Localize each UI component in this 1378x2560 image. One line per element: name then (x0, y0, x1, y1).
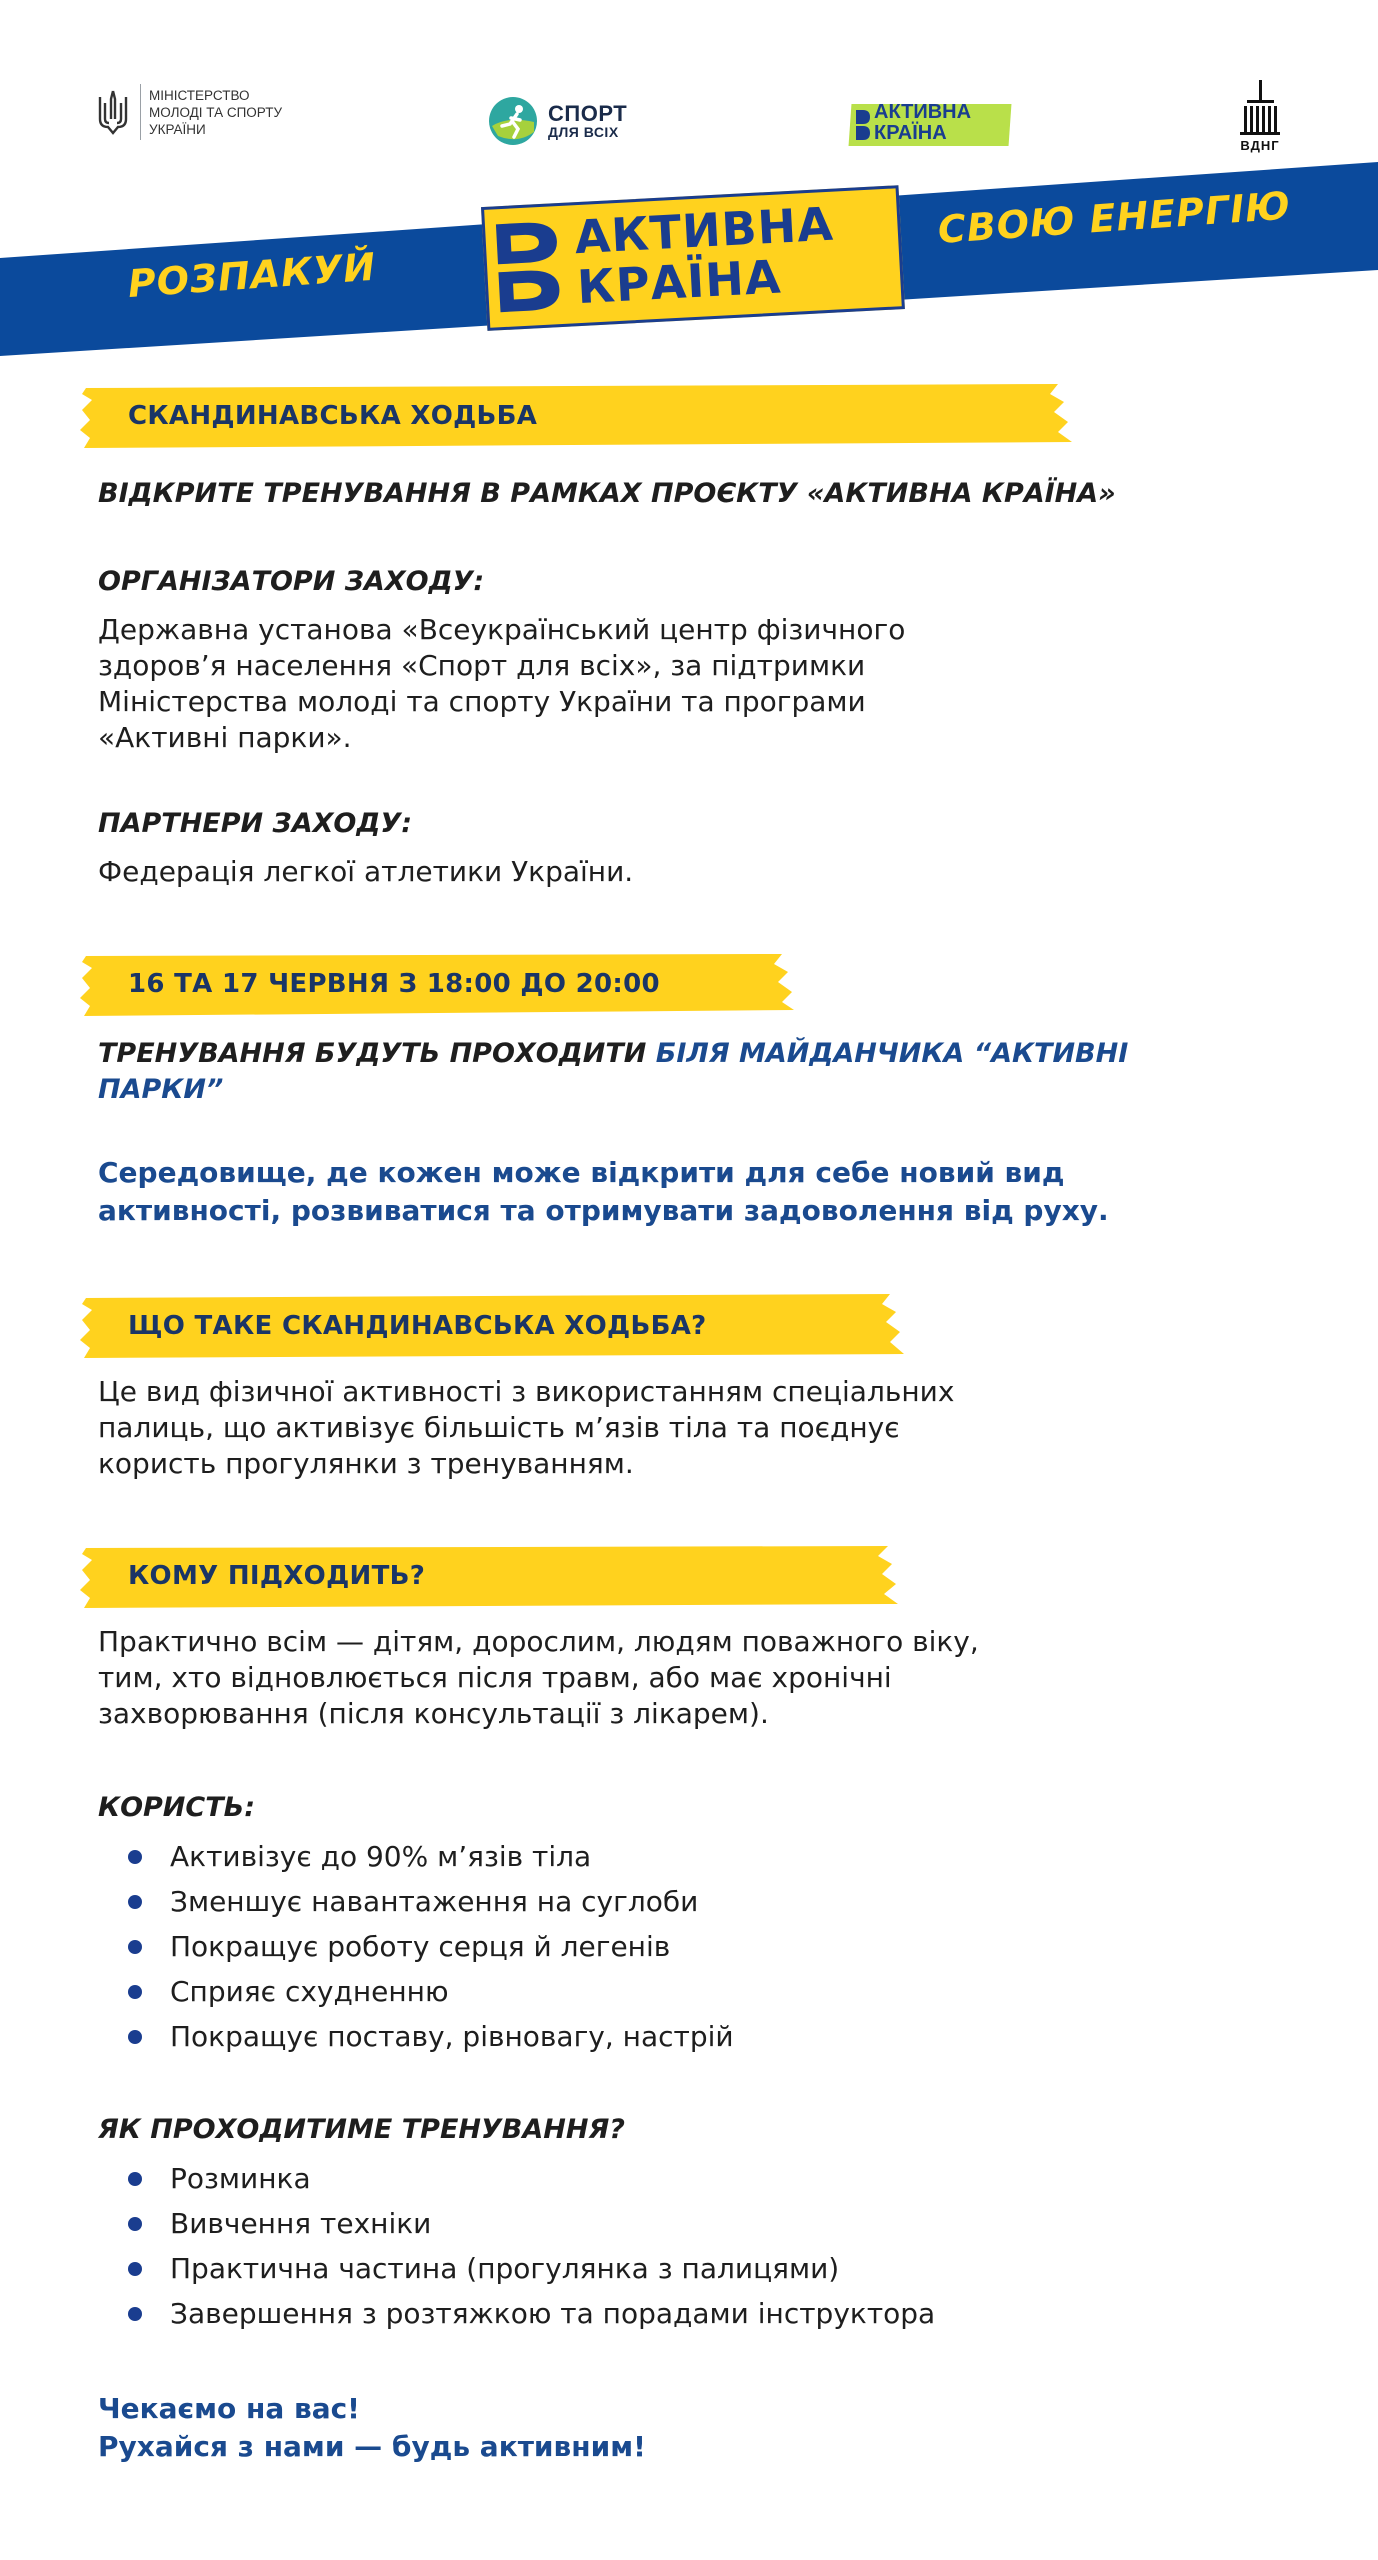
location-prefix: ТРЕНУВАННЯ БУДУТЬ ПРОХОДИТИ (98, 1038, 647, 1069)
bullet-icon (128, 2030, 142, 2044)
runner-circle-icon (488, 96, 538, 146)
list-item (128, 2014, 1278, 2059)
location-text (98, 1036, 1278, 1108)
bullet-icon (128, 2307, 142, 2321)
location-highlight: БІЛЯ МАЙДАНЧИКА “АКТИВНІ (655, 1038, 1129, 1069)
ministry-line-3: УКРАЇНИ (149, 121, 206, 137)
aktyvna-small-line-1: АКТИВНА (874, 101, 972, 123)
list-item-text: Сприяє схудненню (170, 1975, 449, 2008)
process-heading: ЯК ПРОХОДИТИМЕ ТРЕНУВАННЯ? (98, 2114, 625, 2145)
what-is-line: палиць, що активізує більшість м’язів тіла та поєднує (98, 1411, 900, 1444)
bullet-icon (128, 1895, 142, 1909)
organizers-text (98, 612, 1278, 756)
list-item-text: Покращує роботу серця й легенів (170, 1930, 671, 1963)
list-item (128, 1834, 1278, 1879)
tagline (98, 1154, 1298, 1230)
list-item (128, 2156, 1278, 2201)
who-line: тим, хто відновлюється після травм, або має хронічні (98, 1661, 892, 1694)
list-item (128, 2246, 1278, 2291)
ministry-logo (96, 84, 282, 140)
bullet-icon (128, 2217, 142, 2231)
ministry-line-1: МІНІСТЕРСТВО (149, 87, 250, 103)
list-item (128, 1969, 1278, 2014)
bullet-icon (128, 2262, 142, 2276)
who-line: Практично всім — дітям, дорослим, людям поважного віку, (98, 1625, 979, 1658)
list-item (128, 2291, 1278, 2336)
list-item-text: Зменшує навантаження на суглоби (170, 1885, 699, 1918)
tape-label: 16 ТА 17 ЧЕРВНЯ З 18:00 ДО 20:00 (128, 969, 660, 999)
closing-line-2: Рухайся з нами — будь активним! (98, 2430, 646, 2463)
aktyvna-kraina-main-logo (481, 185, 907, 333)
organizers-line: Державна установа «Всеукраїнський центр фізичного (98, 613, 906, 646)
bullet-icon (128, 1940, 142, 1954)
benefits-heading: КОРИСТЬ: (98, 1792, 256, 1823)
list-item (128, 1879, 1278, 1924)
tape-heading-who (78, 1544, 904, 1608)
tagline-line: Середовище, де кожен може відкрити для себе новий вид (98, 1156, 1065, 1189)
list-item-text: Активізує до 90% м’язів тіла (170, 1840, 592, 1873)
bullet-icon (128, 1985, 142, 1999)
list-item-text: Розминка (170, 2162, 311, 2195)
list-item-text: Вивчення техніки (170, 2207, 432, 2240)
tape-heading-schedule (78, 952, 798, 1016)
organizers-line: «Активні парки». (98, 721, 352, 754)
tape-label: КОМУ ПІДХОДИТЬ? (128, 1561, 426, 1591)
list-item (128, 2201, 1278, 2246)
banner-slogan-right: СВОЮ ЕНЕРГІЮ (936, 183, 1293, 252)
what-is-line: Це вид фізичної активності з використанням спеціальних (98, 1375, 955, 1408)
organizers-heading: ОРГАНІЗАТОРИ ЗАХОДУ: (98, 566, 485, 597)
tape-label: СКАНДИНАВСЬКА ХОДЬБА (128, 401, 538, 431)
vdng-logo (1232, 80, 1288, 153)
list-item (128, 1924, 1278, 1969)
organizers-line: здоров’я населення «Спорт для всіх», за підтримки (98, 649, 866, 682)
partners-text: Федерація легкої атлетики України. (98, 855, 634, 888)
list-item-text: Завершення з розтяжкою та порадами інструктора (170, 2297, 936, 2330)
sport-logo-line-1: СПОРТ (548, 100, 628, 126)
sport-logo-line-2: ДЛЯ ВСІХ (548, 123, 619, 140)
tagline-line: активності, розвиватися та отримувати задоволення від руху. (98, 1194, 1109, 1227)
dd-mark-large-icon (492, 217, 567, 317)
tape-heading-what-is (78, 1294, 908, 1358)
list-item-text: Практична частина (прогулянка з палицями) (170, 2252, 840, 2285)
bullet-icon (128, 1850, 142, 1864)
sport-for-all-logo (488, 96, 627, 146)
location-highlight-cont: ПАРКИ” (98, 1074, 224, 1105)
main-logo-line-1: АКТИВНА (573, 196, 836, 265)
bullet-icon (128, 2172, 142, 2186)
closing-message (98, 2390, 1298, 2466)
who-text (98, 1624, 1278, 1732)
partners-heading: ПАРТНЕРИ ЗАХОДУ: (98, 808, 413, 839)
ministry-divider (140, 84, 141, 140)
aktyvna-small-line-2: КРАЇНА (874, 122, 947, 144)
vdng-label: ВДНГ (1240, 138, 1280, 153)
dd-mark-icon (854, 108, 872, 142)
trident-icon (96, 89, 130, 135)
organizers-line: Міністерства молоді та спорту України та програми (98, 685, 866, 718)
list-item-text: Покращує поставу, рівновагу, настрій (170, 2020, 734, 2053)
ministry-name (149, 87, 282, 138)
process-list (128, 2156, 1278, 2336)
benefits-list (128, 1834, 1278, 2059)
ministry-line-2: МОЛОДІ ТА СПОРТУ (149, 104, 283, 120)
main-logo-line-2: КРАЇНА (575, 249, 783, 315)
vdng-building-icon (1238, 80, 1282, 136)
banner-slogan-left: РОЗПАКУЙ (126, 244, 378, 306)
aktyvna-kraina-small-logo (850, 100, 1012, 148)
event-subtitle: ВІДКРИТЕ ТРЕНУВАННЯ В РАМКАХ ПРОЄКТУ «АКТИВНА КРАЇНА» (98, 478, 1116, 509)
tape-heading-nordic-walking (78, 384, 1076, 448)
who-line: захворювання (після консультації з лікарем). (98, 1697, 769, 1730)
tape-label: ЩО ТАКЕ СКАНДИНАВСЬКА ХОДЬБА? (128, 1311, 707, 1341)
closing-line-1: Чекаємо на вас! (98, 2392, 360, 2425)
what-is-line: користь прогулянки з тренуванням. (98, 1447, 634, 1480)
what-is-text (98, 1374, 1278, 1482)
